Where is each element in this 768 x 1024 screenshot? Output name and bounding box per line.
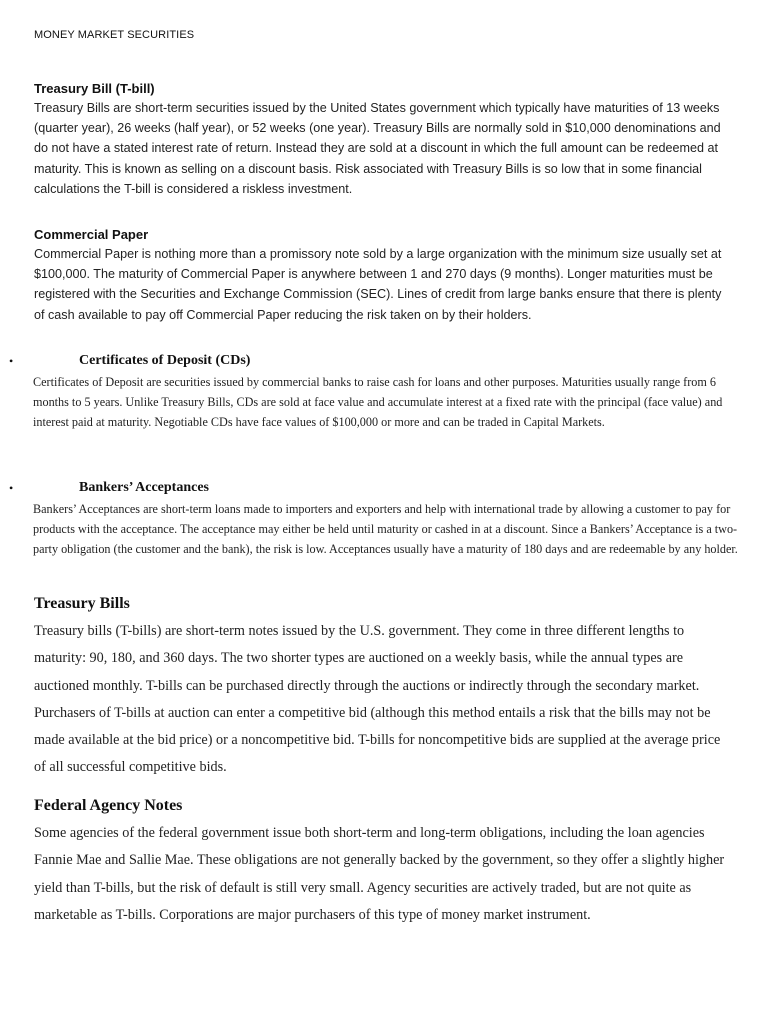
- heading-certificates-of-deposit: Certificates of Deposit (CDs): [79, 353, 251, 368]
- paragraph-treasury-bill: Treasury Bills are short-term securities issued by the United States government which typically have maturities of 13 weeks (quarter year), 26 weeks (half year), or 52 weeks (one year). Treasury Bills are normally sold in $10,000 denominations and do not have a stated interest rate of return. Instead they are sold at a discount in which the full amount can be redeemed at maturity. This is known as selling on a discount basis. Risk associated with Treasury Bills is so low that in some financial calculations the T-bill is considered a riskless investment.: [34, 101, 721, 196]
- paragraph-bankers-acceptances: Bankers’ Acceptances are short-term loans made to importers and exporters and help with international trade by allowing a customer to pay for products with the acceptance. The acceptance may either be held until maturity or cashed in at a discount. Since a Bankers’ Acceptance is a two-party obligation (the customer and the bank), the risk is low. Acceptances usually have a maturity of 180 days and are redeemable by any holder.: [33, 502, 738, 557]
- heading-commercial-paper: Commercial Paper: [34, 227, 149, 242]
- bullet-bankers-acceptances: •: [9, 481, 14, 495]
- paragraph-certificates-of-deposit: Certificates of Deposit are securities issued by commercial banks to raise cash for loans and other purposes. Maturities usually range from 6 months to 5 years. Unlike Treasury Bills, CDs are sold at face value and accumulate interest at a fixed rate with the principal (face value) and interest paid at maturity. Negotiable CDs have face values of $100,000 or more and can be traded in Capital Markets.: [33, 375, 723, 430]
- paragraph-treasury-bills: Treasury bills (T-bills) are short-term notes issued by the U.S. government. They come in three different lengths to maturity: 90, 180, and 360 days. The two shorter types are auctioned on a weekly basis, while the annual types are auctioned monthly. T-bills can be purchased directly through the auctions or indirectly through the secondary market. Purchasers of T-bills at auction can enter a competitive bid (although this method entails a risk that the bills may not be made available at the bid price) or a noncompetitive bid. T-bills for noncompetitive bids are supplied at the average price of all successful competitive bids.: [34, 623, 721, 776]
- bullet-cds: •: [9, 354, 14, 368]
- heading-treasury-bill: Treasury Bill (T-bill): [34, 81, 155, 96]
- heading-bankers-acceptances: Bankers’ Acceptances: [79, 480, 209, 495]
- paragraph-commercial-paper: Commercial Paper is nothing more than a promissory note sold by a large organization with the minimum size usually set at $100,000. The maturity of Commercial Paper is anywhere between 1 and 270 days (9 months). Longer maturities must be registered with the Securities and Exchange Commission (SEC). Lines of credit from large banks ensure that there is plenty of cash available to pay off Commercial Paper reducing the risk taken on by their holders.: [34, 247, 722, 322]
- document-title: MONEY MARKET SECURITIES: [34, 29, 195, 41]
- heading-treasury-bills: Treasury Bills: [34, 595, 130, 612]
- paragraph-federal-agency-notes: Some agencies of the federal government issue both short-term and long-term obligations, including the loan agencies Fannie Mae and Sallie Mae. These obligations are not generally backed by the government, so they offer a slightly higher yield than T-bills, but the risk of default is still very small. Agency securities are actively traded, but are not quite as marketable as T-bills. Corporations are major purchasers of this type of money market instrument.: [34, 825, 725, 923]
- heading-federal-agency-notes: Federal Agency Notes: [34, 797, 183, 814]
